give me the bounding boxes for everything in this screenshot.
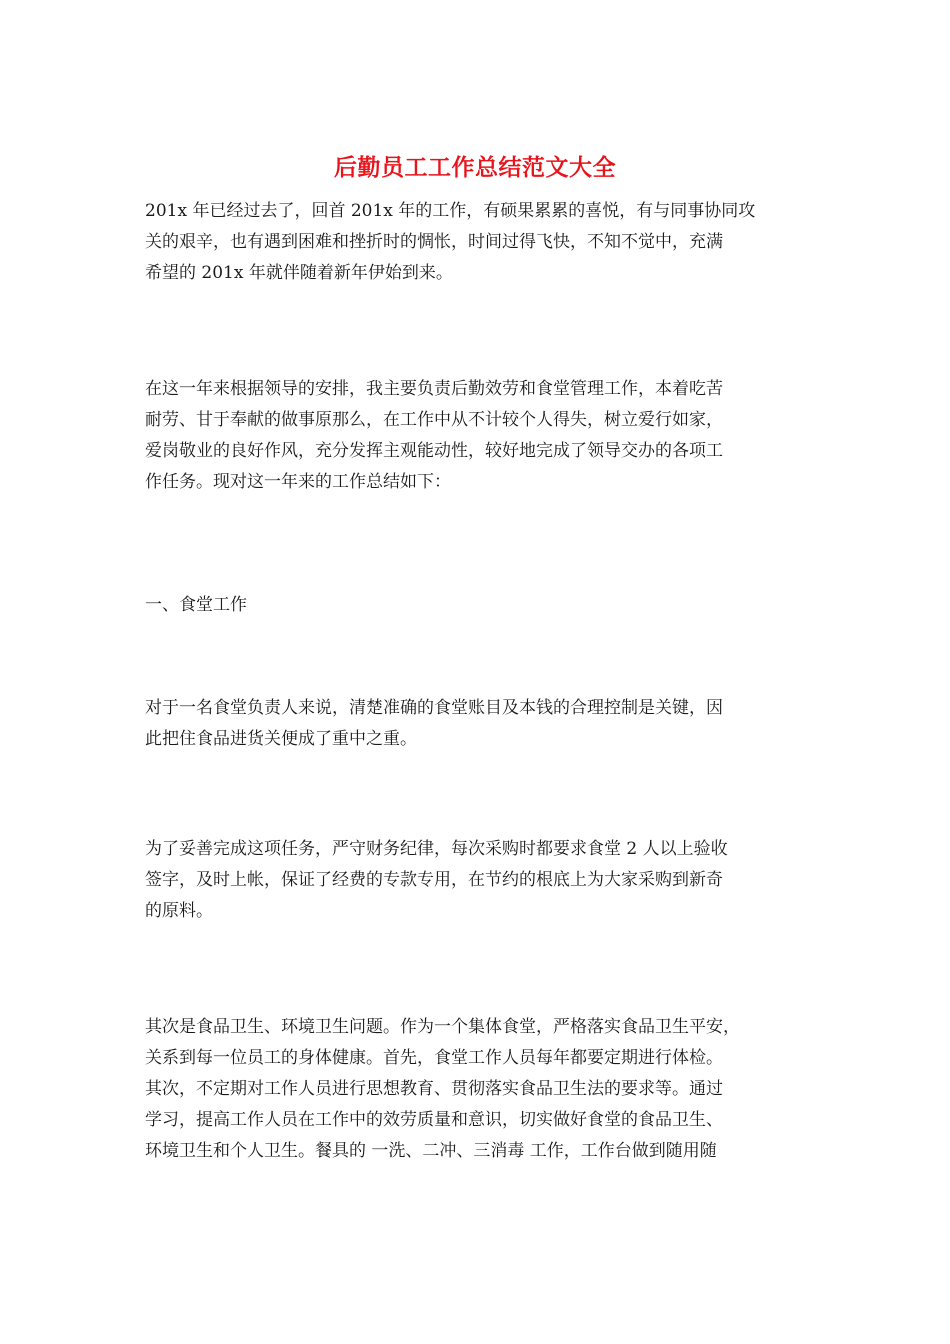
paragraph-line: 在这一年来根据领导的安排，我主要负责后勤效劳和食堂管理工作，本着吃苦 (145, 379, 723, 399)
paragraph-line: 作任务。现对这一年来的工作总结如下： (145, 472, 451, 492)
paragraph-line: 其次是食品卫生、环境卫生问题。作为一个集体食堂，严格落实食品卫生平安， (145, 1017, 740, 1037)
paragraph-line: 希望的 201x 年就伴随着新年伊始到来。 (145, 263, 453, 283)
paragraph-line: 耐劳、甘于奉献的做事原那么，在工作中从不计较个人得失，树立爱行如家， (145, 410, 723, 430)
paragraph-hygiene (145, 1012, 815, 1167)
paragraph-line: 201x 年已经过去了，回首 201x 年的工作，有硕果累累的喜悦，有与同事协同攻 (145, 201, 756, 221)
document-title: 后勤员工工作总结范文大全 (334, 154, 616, 181)
paragraph-line: 环境卫生和个人卫生。餐具的 一洗、二冲、三消毒 工作，工作台做到随用随 (145, 1141, 717, 1161)
paragraph-intro (145, 196, 815, 289)
paragraph-line: 此把住食品进货关便成了重中之重。 (145, 729, 417, 749)
paragraph-line: 学习，提高工作人员在工作中的效劳质量和意识，切实做好食堂的食品卫生、 (145, 1110, 723, 1130)
paragraph-responsibilities (145, 374, 815, 498)
section-heading-text: 一、食堂工作 (145, 595, 247, 615)
paragraph-procurement (145, 834, 815, 927)
paragraph-line: 的原料。 (145, 901, 213, 921)
paragraph-line: 签字，及时上帐，保证了经费的专款专用，在节约的根底上为大家采购到新奇 (145, 870, 723, 890)
paragraph-line: 其次，不定期对工作人员进行思想教育、贯彻落实食品卫生法的要求等。通过 (145, 1079, 723, 1099)
paragraph-line: 关的艰辛，也有遇到困难和挫折时的惆怅，时间过得飞快，不知不觉中，充满 (145, 232, 723, 252)
section-heading-canteen (145, 590, 815, 621)
paragraph-line: 爱岗敬业的良好作风，充分发挥主观能动性，较好地完成了领导交办的各项工 (145, 441, 723, 461)
paragraph-line: 对于一名食堂负责人来说，清楚准确的食堂账目及本钱的合理控制是关键，因 (145, 698, 723, 718)
paragraph-line: 为了妥善完成这项任务，严守财务纪律，每次采购时都要求食堂 2 人以上验收 (145, 839, 728, 859)
paragraph-accounts (145, 693, 815, 755)
paragraph-line: 关系到每一位员工的身体健康。首先，食堂工作人员每年都要定期进行体检。 (145, 1048, 723, 1068)
